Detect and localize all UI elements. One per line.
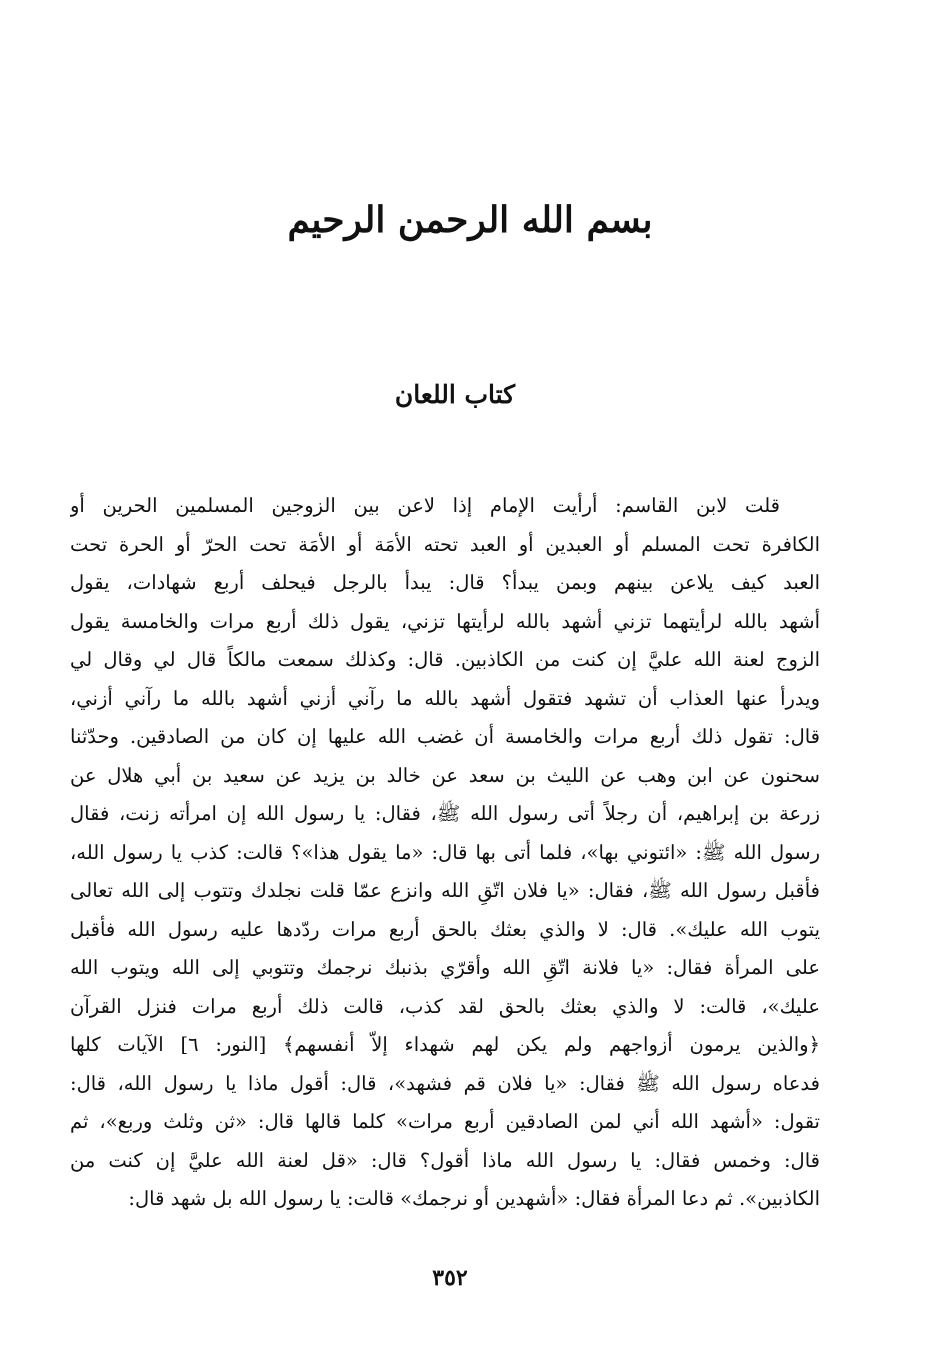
- text-line: يتوب الله عليك». قال: لا والذي بعثك بالحق أربع مرات ردّدها عليه رسول الله فأقبل: [70, 917, 820, 941]
- text-line: فأقبل رسول الله ﷺ، فقال: «يا فلان اتّقِ الله وانزع عمّا قلت نجلدك وتتوب إلى الله تعالى: [70, 879, 820, 902]
- text-line: سحنون عن ابن وهب عن الليث بن سعد عن خالد بن يزيد عن سعيد بن أبي هلال عن: [70, 763, 820, 787]
- text-line: قلت لابن القاسم: أرأيت الإمام إذا لاعن بين الزوجين المسلمين الحرين أو: [70, 494, 780, 517]
- text-line: ﴿والذين يرمون أزواجهم ولم يكن لهم شهداء إلاّ أنفسهم﴾ [النور: ٦] الآيات كلها: [70, 1033, 820, 1056]
- page-number: ٣٥٢: [432, 1265, 468, 1291]
- text-line: عليك»، قالت: لا والذي بعثك بالحق لقد كذب، قالت ذلك أربع مرات فنزل القرآن: [70, 994, 820, 1018]
- text-line: فدعاه رسول الله ﷺ فقال: «يا فلان قم فشهد»، قال: أقول ماذا يا رسول الله، قال:: [70, 1071, 820, 1095]
- text-line: الكاذبين». ثم دعا المرأة فقال: «أشهدين أو نرجمك» قالت: يا رسول الله بل شهد قال:: [128, 1187, 820, 1210]
- text-line: العبد كيف يلاعن بينهم وبمن يبدأ؟ قال: يبدأ بالرجل فيحلف أربع شهادات، يقول: [70, 571, 820, 594]
- basmala-heading: بسم الله الرحمن الرحيم: [287, 199, 653, 241]
- text-line: أشهد بالله لرأيتهما تزني أشهد بالله لرأيتها تزني، يقول ذلك أربع مرات والخامسة يقول: [70, 609, 820, 633]
- text-line: الزوج لعنة الله عليَّ إن كنت من الكاذبين. قال: وكذلك سمعت مالكاً قال لي وقال لي: [70, 648, 820, 671]
- text-line: قال: تقول ذلك أربع مرات والخامسة أن غضب الله عليها إن كان من الصادقين. وحدّثنا: [70, 725, 820, 748]
- text-line: ويدرأ عنها العذاب أن تشهد فتقول أشهد بالله ما رآني أزني أشهد بالله ما رآني أزني،: [70, 686, 820, 710]
- text-line: قال: وخمس فقال: يا رسول الله ماذا أقول؟ قال: «قل لعنة الله عليَّ إن كنت من: [70, 1148, 820, 1172]
- body-text: [70, 487, 820, 1219]
- text-line: رسول الله ﷺ: «ائتوني بها»، فلما أتى بها قال: «ما يقول هذا»؟ قالت: كذب يا رسول الله،: [70, 840, 820, 864]
- text-line: الكافرة تحت المسلم أو العبدين أو العبد تحته الأمَة أو الأمَة تحت الحرّ أو الحرة تحت: [70, 532, 820, 556]
- chapter-title: كتاب اللعان: [394, 380, 516, 409]
- text-line: تقول: «أشهد الله أني لمن الصادقين أربع مرات» كلما قالها قال: «ثن وثلث وربع»، ثم: [70, 1110, 820, 1133]
- text-line: زرعة بن إبراهيم، أن رجلاً أتى رسول الله ﷺ، فقال: يا رسول الله إن امرأته زنت، فقال: [70, 802, 820, 825]
- text-line: على المرأة فقال: «يا فلانة اتّقِ الله وأقرّي بذنبك نرجمك وتتوبي إلى الله ويتوب الله: [70, 956, 820, 979]
